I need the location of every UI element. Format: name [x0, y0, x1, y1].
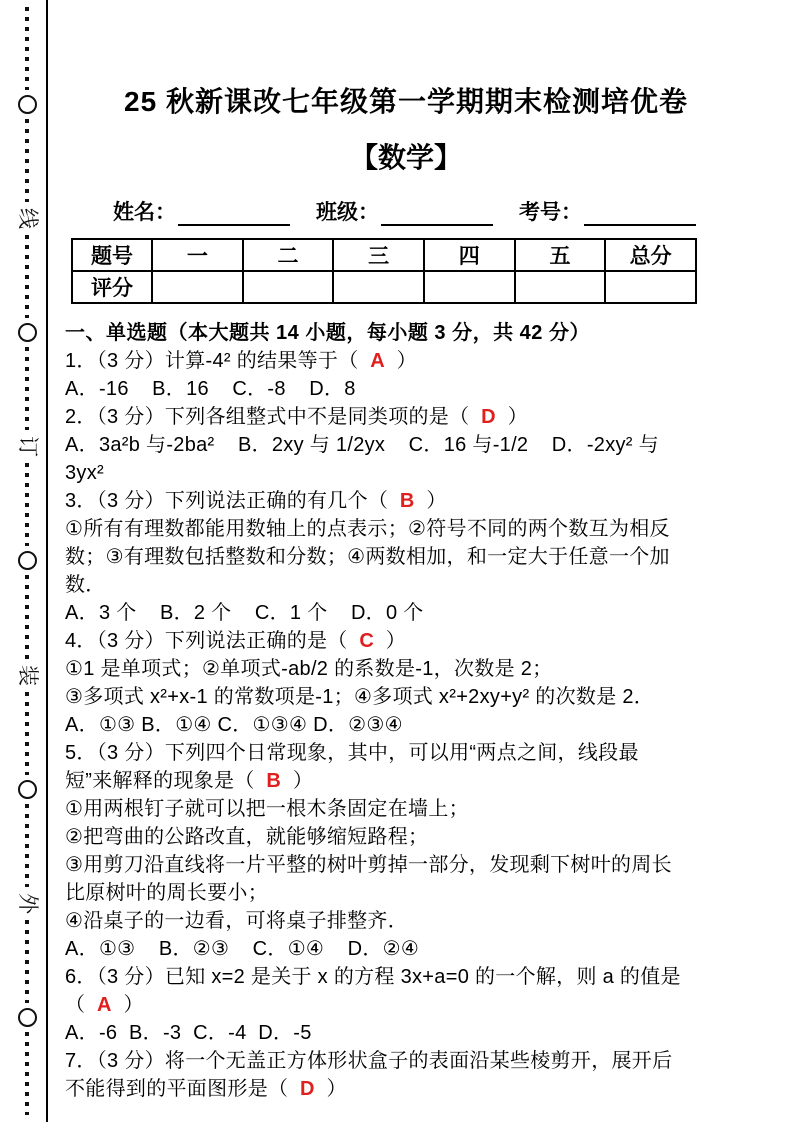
answer-letter: B — [266, 770, 282, 792]
question-1 — [65, 347, 747, 403]
column-header-cell: 一 — [152, 239, 243, 271]
score-cell — [515, 271, 606, 303]
question-line — [65, 1075, 747, 1103]
binding-label: 外 — [15, 892, 39, 914]
question-line — [65, 935, 747, 963]
answer-letter: D — [481, 406, 496, 428]
student-info-row — [113, 196, 747, 226]
page-subtitle: 【数学】 — [349, 142, 462, 173]
score-table-header-row — [72, 239, 696, 271]
question-line — [65, 347, 747, 375]
field-label: 考号： — [519, 201, 582, 224]
question-line — [65, 487, 747, 515]
binding-dotted-line — [25, 1032, 29, 1115]
column-header-cell: 四 — [424, 239, 515, 271]
question-line — [65, 711, 747, 739]
question-line — [65, 459, 747, 487]
question-text: A．①③ B．②③ C．①④ D．②④ — [65, 938, 420, 960]
binding-dotted-line — [25, 235, 29, 318]
binding-dotted-line — [25, 920, 29, 1003]
column-header-cell: 三 — [333, 239, 424, 271]
question-line — [65, 1019, 747, 1047]
question-text: A．3 个 B．2 个 C．1 个 D．0 个 — [65, 602, 424, 624]
binding-label: 装 — [15, 664, 39, 686]
question-line — [65, 851, 747, 879]
student-info-field — [113, 196, 290, 226]
blank-underline — [584, 202, 696, 226]
question-text: 7．（3 分）将一个无盖正方体形状盒子的表面沿某些棱剪开，展开后 — [65, 1050, 673, 1072]
question-text: 不能得到的平面图形是（ — [65, 1078, 301, 1100]
binding-dotted-line — [25, 7, 29, 90]
page-border-line — [46, 0, 48, 1122]
question-text: ③多项式 x²+x-1 的常数项是-1；④多项式 x²+2xy+y² 的次数是 2． — [65, 686, 655, 708]
answer-letter: B — [399, 490, 415, 512]
question-line — [65, 739, 747, 767]
blank-underline — [178, 202, 290, 226]
question-list — [65, 347, 747, 1103]
question-text: 6．（3 分）已知 x=2 是关于 x 的方程 3x+a=0 的一个解，则 a 的值是 — [65, 966, 681, 988]
binding-dotted-line — [25, 575, 29, 658]
question-line — [65, 1047, 747, 1075]
question-text: ①1 是单项式；②单项式-ab/2 的系数是-1，次数是 2； — [65, 658, 553, 680]
binding-label: 订 — [15, 436, 39, 458]
question-text: 数；③有理数包括整数和分数；④两数相加，和一定大于任意一个加 — [65, 546, 670, 568]
binding-dotted-line — [25, 463, 29, 546]
binding-circle — [18, 1008, 37, 1027]
binding-circle — [18, 780, 37, 799]
question-line — [65, 627, 747, 655]
question-text: 3yx² — [65, 462, 104, 484]
question-text: 5．（3 分）下列四个日常现象，其中，可以用“两点之间，线段最 — [65, 742, 639, 764]
question-text: ①所有有理数都能用数轴上的点表示；②符号不同的两个数互为相反 — [65, 518, 670, 540]
question-5 — [65, 739, 747, 963]
binding-circle — [18, 95, 37, 114]
answer-letter: A — [97, 994, 112, 1016]
answer-letter: D — [300, 1078, 315, 1100]
score-cell — [333, 271, 424, 303]
question-text: A．-16 B．16 C．-8 D．8 — [65, 378, 356, 400]
page-title: 25 秋新课改七年级第一学期期末检测培优卷 — [124, 86, 688, 117]
binding-circle — [18, 551, 37, 570]
column-header-cell: 二 — [243, 239, 334, 271]
question-text: ） — [414, 490, 447, 512]
binding-dotted-line — [25, 804, 29, 887]
question-line — [65, 823, 747, 851]
row-label-cell: 评分 — [72, 271, 152, 303]
question-text: 4．（3 分）下列说法正确的是（ — [65, 630, 360, 652]
question-text: 3．（3 分）下列说法正确的有几个（ — [65, 490, 400, 512]
question-line — [65, 907, 747, 935]
section-heading: 一、单选题（本大题共 14 小题，每小题 3 分，共 42 分） — [65, 322, 590, 344]
exam-page — [65, 0, 747, 1103]
field-label: 班级： — [316, 201, 379, 224]
question-line — [65, 879, 747, 907]
column-header-cell: 总分 — [605, 239, 696, 271]
question-line — [65, 571, 747, 599]
question-text: A．-6 B．-3 C．-4 D．-5 — [65, 1022, 312, 1044]
score-table-score-row — [72, 271, 696, 303]
question-text: ） — [314, 1078, 347, 1100]
question-2 — [65, 403, 747, 487]
question-line — [65, 599, 747, 627]
answer-letter: A — [370, 350, 385, 372]
question-text: A．①③ B．①④ C．①③④ D．②③④ — [65, 714, 403, 736]
question-line — [65, 543, 747, 571]
question-line — [65, 963, 747, 991]
score-cell — [152, 271, 243, 303]
question-text: ） — [111, 994, 144, 1016]
score-cell — [424, 271, 515, 303]
score-table — [71, 238, 697, 304]
question-text: （ — [65, 994, 98, 1016]
question-text: ） — [495, 406, 528, 428]
question-text: ④沿桌子的一边看，可将桌子排整齐． — [65, 910, 409, 932]
question-text: ①用两根钉子就可以把一根木条固定在墙上； — [65, 798, 469, 820]
question-line — [65, 991, 747, 1019]
question-line — [65, 403, 747, 431]
student-info-field — [519, 196, 696, 226]
question-text: 数． — [65, 574, 106, 596]
question-6 — [65, 963, 747, 1047]
question-4 — [65, 627, 747, 739]
binding-dotted-line — [25, 347, 29, 430]
question-text: ②把弯曲的公路改直，就能够缩短路程； — [65, 826, 429, 848]
question-text: A．3a²b 与-2ba² B．2xy 与 1/2yx C．16 与-1/2 D．-2xy² 与 — [65, 434, 659, 456]
question-3 — [65, 487, 747, 627]
question-line — [65, 431, 747, 459]
question-line — [65, 683, 747, 711]
question-text: ） — [374, 630, 407, 652]
answer-letter: C — [359, 630, 375, 652]
blank-underline — [381, 202, 493, 226]
score-cell — [605, 271, 696, 303]
binding-margin — [14, 4, 40, 1118]
column-header-cell: 五 — [515, 239, 606, 271]
question-text: 1．（3 分）计算-4² 的结果等于（ — [65, 350, 371, 372]
question-text: 2．（3 分）下列各组整式中不是同类项的是（ — [65, 406, 482, 428]
question-text: ③用剪刀沿直线将一片平整的树叶剪掉一部分，发现剩下树叶的周长 — [65, 854, 672, 876]
question-text: 比原树叶的周长要小； — [65, 882, 268, 904]
binding-label: 线 — [15, 208, 39, 230]
student-info-field — [316, 196, 493, 226]
question-text: ） — [384, 350, 417, 372]
question-text: ） — [281, 770, 314, 792]
field-label: 姓名： — [113, 201, 176, 224]
binding-dotted-line — [25, 692, 29, 775]
question-line — [65, 795, 747, 823]
question-line — [65, 767, 747, 795]
row-label-cell: 题号 — [72, 239, 152, 271]
question-line — [65, 515, 747, 543]
score-cell — [243, 271, 334, 303]
question-7 — [65, 1047, 747, 1103]
binding-circle — [18, 323, 37, 342]
question-text: 短”来解释的现象是（ — [65, 770, 267, 792]
question-line — [65, 375, 747, 403]
binding-dotted-line — [25, 119, 29, 202]
question-line — [65, 655, 747, 683]
